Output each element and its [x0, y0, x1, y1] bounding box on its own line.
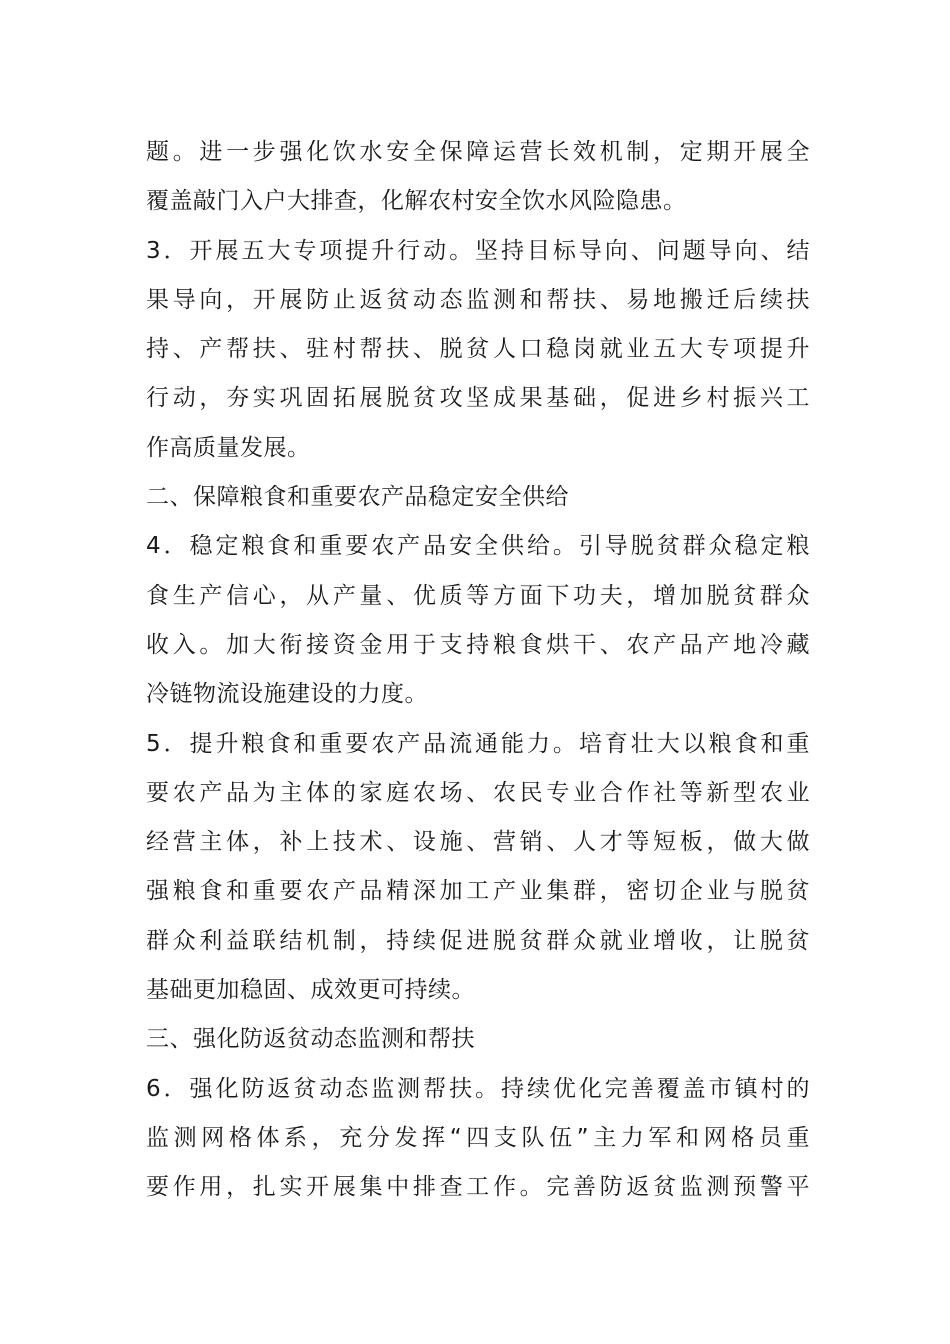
- paragraph-line: 行动，夯实巩固拓展脱贫攻坚成果基础，促进乡村振兴工: [146, 385, 810, 412]
- section-heading: 二、保障粮食和重要农产品稳定安全供给: [146, 484, 569, 511]
- paragraph-line: 持、产帮扶、驻村帮扶、脱贫人口稳岗就业五大专项提升: [146, 336, 810, 363]
- paragraph-line: 4．稳定粮食和重要农产品安全供给。引导脱贫群众稳定粮: [146, 533, 810, 560]
- paragraph-line: 群众利益联结机制，持续促进脱贫群众就业增收，让脱贫: [146, 927, 810, 954]
- paragraph-line: 要农产品为主体的家庭农场、农民专业合作社等新型农业: [146, 779, 810, 806]
- paragraph-line: 6．强化防返贫动态监测帮扶。持续优化完善覆盖市镇村的: [146, 1075, 810, 1102]
- paragraph-line: 覆盖敲门入户大排查，化解农村安全饮水风险隐患。: [146, 188, 687, 215]
- paragraph-line: 3．开展五大专项提升行动。坚持目标导向、问题导向、结: [146, 237, 810, 264]
- paragraph-line: 冷链物流设施建设的力度。: [146, 681, 428, 708]
- paragraph-line: 5．提升粮食和重要农产品流通能力。培育壮大以粮食和重: [146, 730, 810, 757]
- paragraph-line: 果导向，开展防止返贫动态监测和帮扶、易地搬迁后续扶: [146, 286, 810, 313]
- paragraph-line: 强粮食和重要农产品精深加工产业集群，密切企业与脱贫: [146, 878, 810, 905]
- paragraph-line: 作高质量发展。: [146, 434, 311, 461]
- paragraph-line: 要作用，扎实开展集中排查工作。完善防返贫监测预警平: [146, 1174, 810, 1201]
- paragraph-line: 监测网格体系，充分发挥“四支队伍”主力军和网格员重: [146, 1124, 810, 1151]
- section-heading: 三、强化防返贫动态监测和帮扶: [146, 1026, 475, 1053]
- paragraph-line: 经营主体，补上技术、设施、营销、人才等短板，做大做: [146, 829, 810, 856]
- paragraph-line: 基础更加稳固、成效更可持续。: [146, 977, 475, 1004]
- paragraph-line: 题。进一步强化饮水安全保障运营长效机制，定期开展全: [146, 139, 810, 165]
- paragraph-line: 食生产信心，从产量、优质等方面下功夫，增加脱贫群众: [146, 582, 810, 609]
- document-body: [146, 128, 810, 1213]
- paragraph-line: 收入。加大衔接资金用于支持粮食烘干、农产品产地冷藏: [146, 631, 810, 658]
